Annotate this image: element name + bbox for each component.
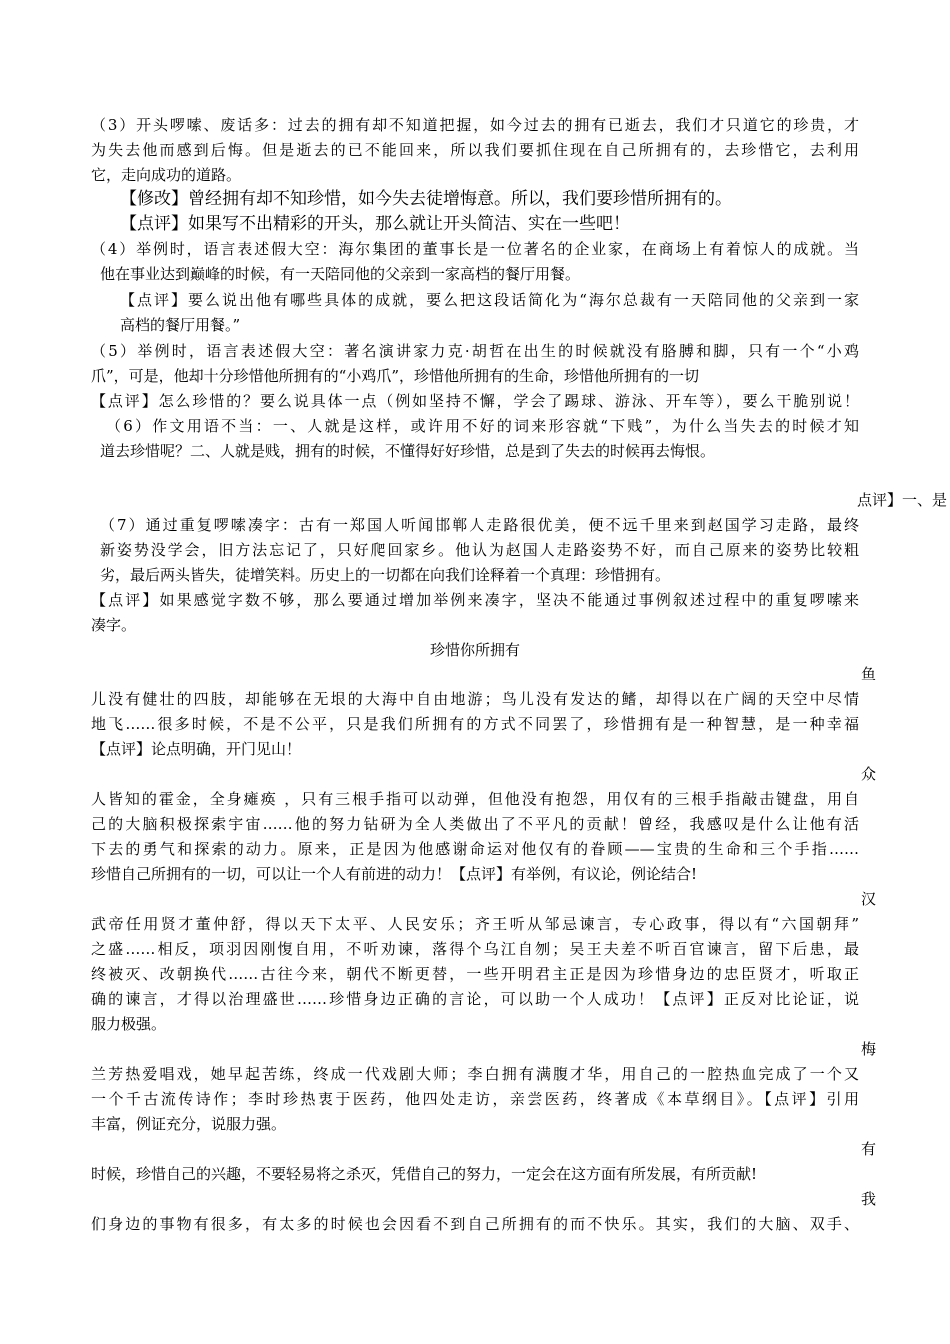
text-line: 一个千古流传诗作；李时珍热衷于医药，他四处走访，亲尝医药，终著成《本草纲目》。【点评】引用 (91, 1090, 859, 1108)
paragraph-initial: 汉 (860, 890, 876, 908)
text-line: （3）开头啰嗦、废话多：过去的拥有却不知道把握，如今过去的拥有已逝去，我们才只道它的珍贵，才 (91, 116, 859, 134)
text-line: 兰芳热爱唱戏，她早起苦练，终成一代戏剧大师；李白拥有满腹才华，用自己的一腔热血完成了一个又 (91, 1065, 859, 1083)
text-line: 珍惜自己所拥有的一切，可以让一个人有前进的动力！【点评】有举例，有议论，例论结合! (91, 865, 698, 883)
text-line: 们身边的事物有很多，有太多的时候也会因看不到自己所拥有的而不快乐。其实，我们的大脑、双手、 (91, 1215, 859, 1233)
text-line: 终被灭、改朝换代……古往今来，朝代不断更替，一些开明君主正是因为珍惜身边的忠臣贤才，听取正 (91, 965, 859, 983)
text-line: （5）举例时，语言表述假大空：著名演讲家力克·胡哲在出生的时候就没有胳膊和脚，只有一个“小鸡 (91, 342, 859, 360)
cut-off-comment: 点评】一、是 (857, 491, 948, 509)
text-line: 服力极强。 (91, 1015, 167, 1033)
paragraph-initial: 我 (860, 1190, 876, 1208)
text-line: 时候，珍惜自己的兴趣，不要轻易将之杀灭，凭借自己的努力，一定会在这方面有所发展，有所贡献! (91, 1165, 758, 1183)
text-line: 爪”，可是，他却十分珍惜他所拥有的“小鸡爪”，珍惜他所拥有的生命，珍惜他所拥有的一切 (91, 367, 700, 385)
text-line: 之盛……相反，项羽因刚愎自用，不听劝谏，落得个乌江自刎；吴王夫差不听百官谏言，留下后患，最 (91, 940, 859, 958)
comment-line: 【点评】如果感觉字数不够，那么要通过增加举例来凑字，坚决不能通过事例叙述过程中的重复啰嗦来 (91, 591, 859, 609)
text-line: 地飞……很多时候，不是不公平，只是我们所拥有的方式不同罢了，珍惜拥有是一种智慧，是一种幸福 (91, 715, 859, 733)
comment-line: 【点评】要么说出他有哪些具体的成就，要么把这段话简化为“海尔总裁有一天陪同他的父亲到一家 (120, 291, 859, 309)
text-line: （4）举例时，语言表述假大空：海尔集团的董事长是一位著名的企业家，在商场上有着惊人的成就。当 (91, 240, 859, 258)
text-line: 人皆知的霍金，全身瘫痪 ，只有三根手指可以动弹，但他没有抱怨，用仅有的三根手指敲击键盘，用自 (91, 790, 859, 808)
text-line: 丰富，例证充分，说服力强。 (91, 1115, 287, 1133)
text-line: 新姿势没学会，旧方法忘记了，只好爬回家乡。他认为赵国人走路姿势不好，而自己原来的姿势比较粗 (100, 541, 859, 559)
text-line: 他在事业达到巅峰的时候，有一天陪同他的父亲到一家高档的餐厅用餐。 (100, 265, 581, 283)
revision-line: 【修改】曾经拥有却不知珍惜，如今失去徒增悔意。所以，我们要珍惜所拥有的。 (120, 189, 732, 209)
paragraph-initial: 鱼 (860, 665, 876, 683)
text-line: （6）作文用语不当：一、人就是这样，或许用不好的词来形容就“下贱”，为什么当失去的时候才知 (106, 417, 859, 435)
comment-line: 高档的餐厅用餐。” (120, 316, 241, 334)
text-line: 下去的勇气和探索的动力。原来，正是因为他感谢命运对他仅有的眷顾——宝贵的生命和三个手指…… (91, 840, 859, 858)
essay-title: 珍惜你所拥有 (429, 641, 520, 659)
text-line: 凑字。 (91, 616, 137, 634)
paragraph-initial: 众 (860, 765, 876, 783)
text-line: 儿没有健壮的四肢，却能够在无垠的大海中自由地游；鸟儿没有发达的鳍，却得以在广阔的天空中尽情 (91, 690, 859, 708)
comment-line: 【点评】如果写不出精彩的开头，那么就让开头简洁、实在一些吧！ (120, 214, 630, 234)
paragraph-initial: 有 (860, 1140, 876, 1158)
text-line: 确的谏言，才得以治理盛世……珍惜身边正确的言论，可以助一个人成功！【点评】正反对比论证，说 (91, 990, 859, 1008)
text-line: 为失去他而感到后悔。但是逝去的已不能回来，所以我们要抓住现在自己所拥有的，去珍惜它，去利用 (91, 141, 859, 159)
paragraph-initial: 梅 (860, 1040, 876, 1058)
text-line: 武帝任用贤才董仲舒，得以天下太平、人民安乐；齐王听从邹忌谏言，专心政事，得以有“六国朝拜” (91, 915, 859, 933)
comment-line: 【点评】论点明确，开门见山！ (91, 740, 302, 758)
text-line: （7）通过重复啰嗦凑字：古有一郑国人听闻邯郸人走路很优美，便不远千里来到赵国学习走路，最终 (100, 516, 859, 534)
text-line: 劣，最后两头皆失，徒增笑料。历史上的一切都在向我们诠释着一个真理：珍惜拥有。 (100, 566, 671, 584)
comment-line: 【点评】怎么珍惜的？要么说具体一点（例如坚持不懈，学会了踢球、游泳、开车等），要么干脆别说！ (91, 392, 859, 410)
text-line: 它，走向成功的道路。 (91, 166, 242, 184)
text-line: 道去珍惜呢？二、人就是贱，拥有的时候，不懂得好好珍惜，总是到了失去的时候再去悔恨。 (100, 442, 716, 460)
text-line: 己的大脑积极探索宇宙……他的努力钻研为全人类做出了不平凡的贡献！曾经，我感叹是什么让他有活 (91, 815, 859, 833)
